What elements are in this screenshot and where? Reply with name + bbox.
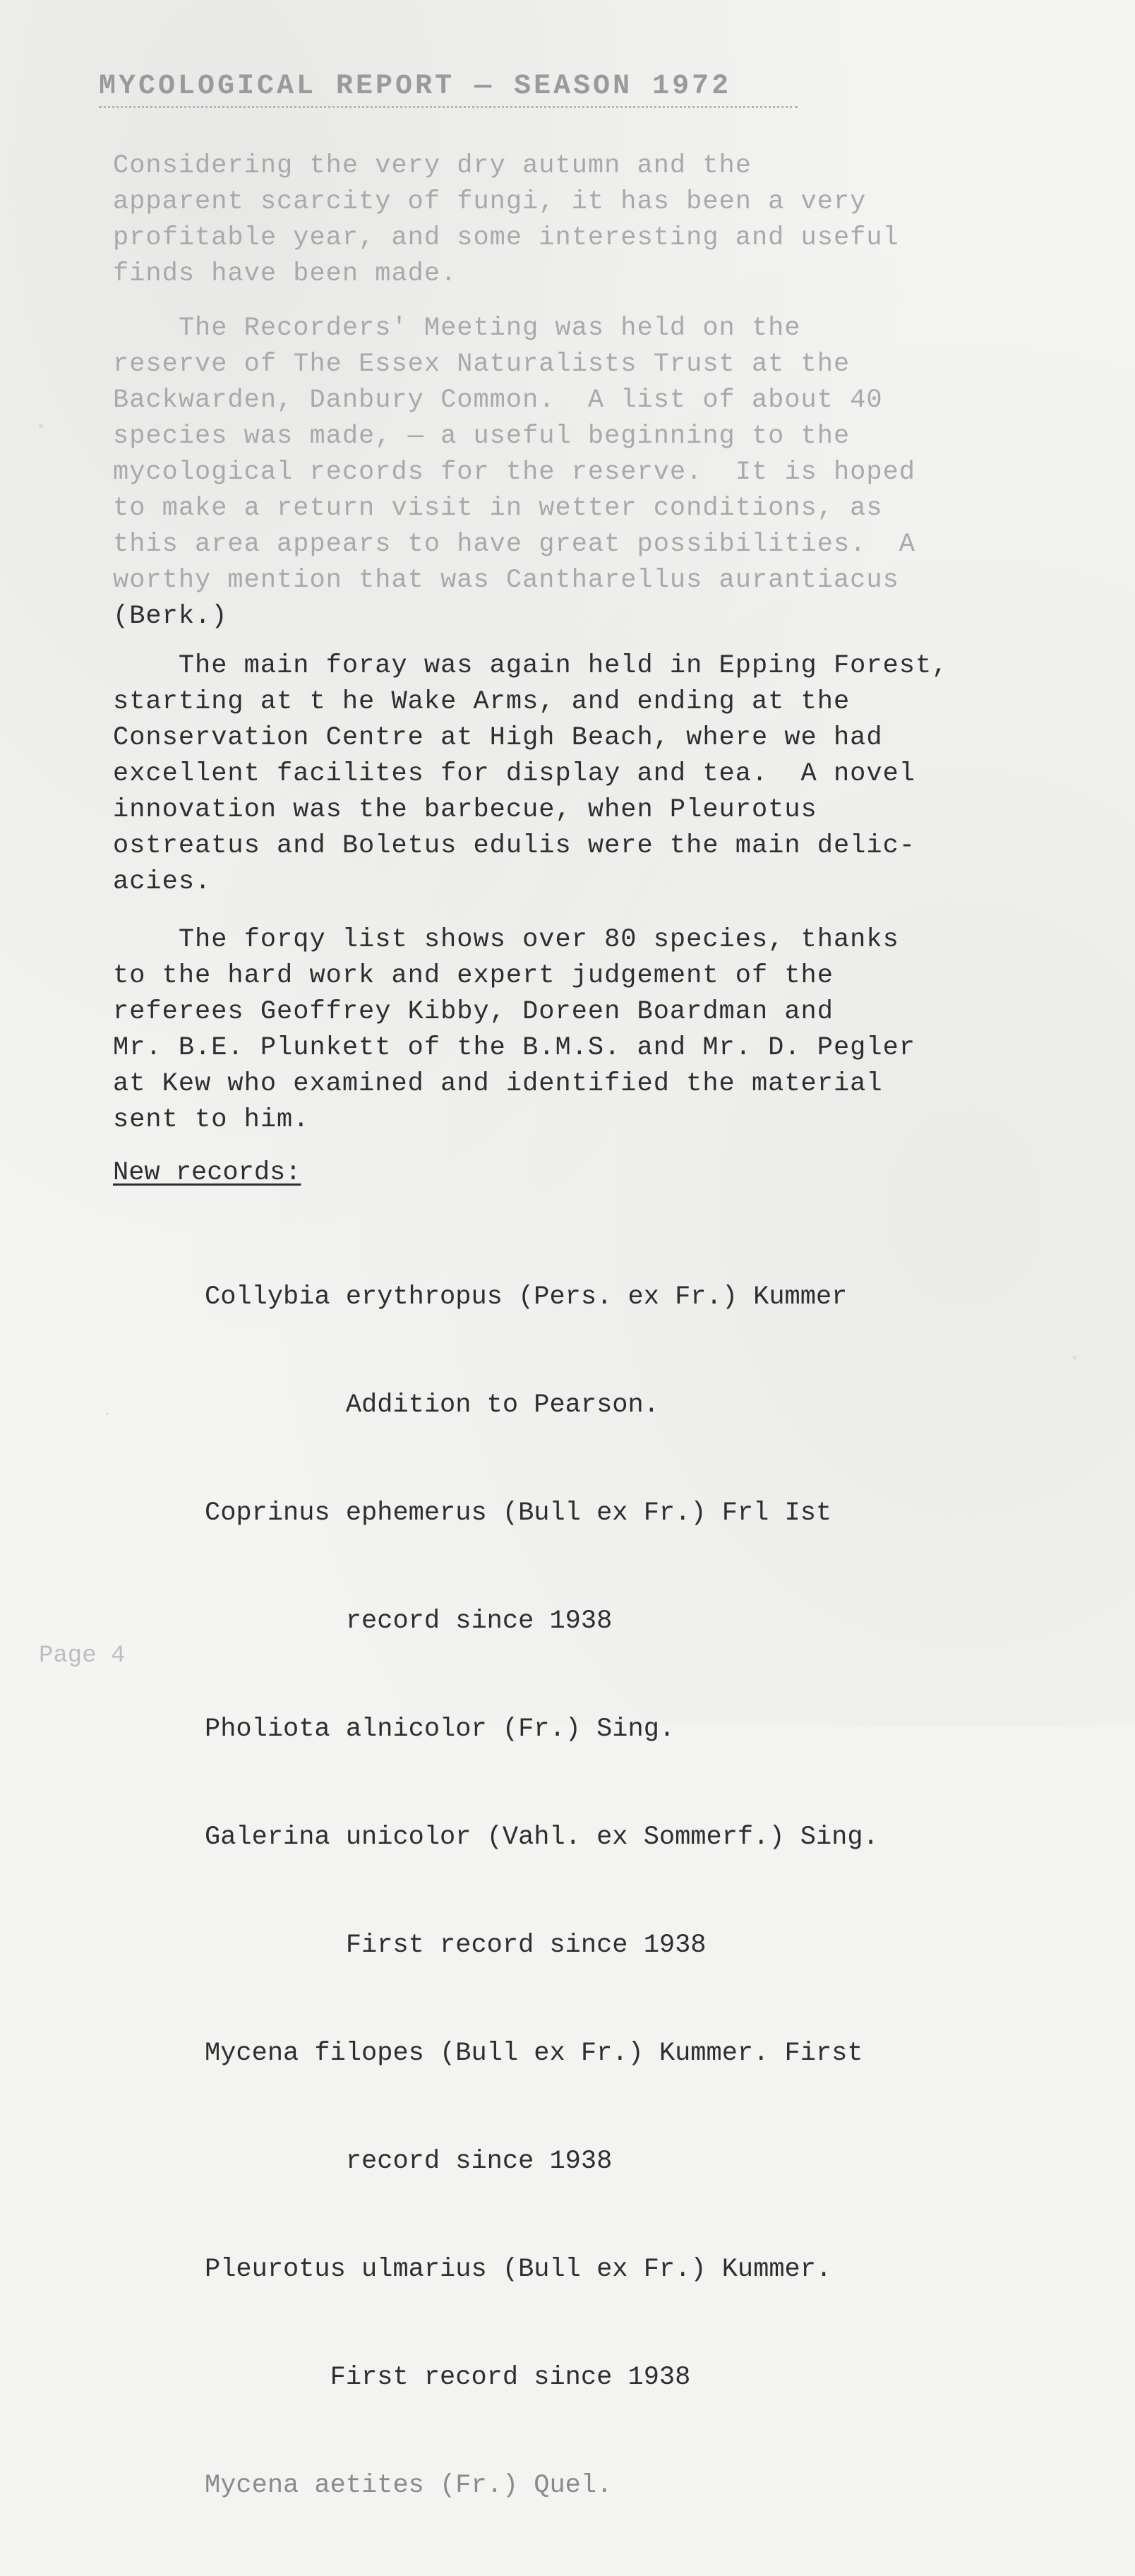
record-line: First record since 1938: [205, 1931, 707, 1960]
dust-speck: [1073, 1356, 1076, 1359]
paragraph-foray-list: The forqy list shows over 80 species, thanks to the hard work and expert judgement of the referees Geoffrey Kibby, Doreen Boardman and Mr. B.E. Plunkett of the B.M.S. and Mr. D. Pegler at Kew who examined and identified the material sent to him.: [113, 925, 915, 1135]
record-line: Mycena aetites (Fr.) Quel.: [205, 2471, 613, 2500]
paragraph-recorders-meeting: The Recorders' Meeting was held on the reserve of The Essex Naturalists Trust at the Backwarden, Danbury Common. A list of about 40 species was made, — a useful beginning to the mycological records for the reserve. It is hoped to make a return visit in wetter conditions, as this area appears to have great possibilities. A worthy mention that was Cantharellus aurantiacus: [113, 314, 915, 595]
new-records-heading: New records:: [113, 1158, 301, 1188]
new-records-list: [205, 1208, 879, 2576]
record-line: record since 1938: [205, 2147, 613, 2176]
record-line: Mycena filopes (Bull ex Fr.) Kummer. First: [205, 2039, 863, 2068]
dust-speck: [106, 1412, 109, 1415]
paragraph-recorders-meeting-tail: (Berk.): [113, 602, 228, 631]
page-number: Page 4: [39, 1642, 126, 1669]
title-underline: [99, 106, 798, 108]
record-line: record since 1938: [205, 1606, 613, 1636]
record-line: First record since 1938: [205, 2363, 691, 2392]
paragraph-intro: Considering the very dry autumn and the apparent scarcity of fungi, it has been a very profitable year, and some interesting and useful finds have been made.: [113, 151, 899, 289]
record-line: Coprinus ephemerus (Bull ex Fr.) Frl Ist: [205, 1498, 832, 1528]
record-line: Pleurotus ulmarius (Bull ex Fr.) Kummer.: [205, 2255, 832, 2284]
paragraph-main-foray: The main foray was again held in Epping Forest, starting at t he Wake Arms, and ending at the Conservation Centre at High Beach, where we had excellent facilites for display and tea. A novel innovation was the barbecue, when Pleurotus ostreatus and Boletus edulis were the main delic- acies.: [113, 651, 949, 897]
record-line: Collybia erythropus (Pers. ex Fr.) Kummer: [205, 1282, 848, 1312]
record-line: Galerina unicolor (Vahl. ex Sommerf.) Sing.: [205, 1823, 879, 1852]
dust-speck: [39, 424, 43, 428]
record-line: Addition to Pearson.: [205, 1390, 659, 1420]
report-title: MYCOLOGICAL REPORT — SEASON 1972: [99, 71, 732, 102]
record-line: Pholiota alnicolor (Fr.) Sing.: [205, 1715, 675, 1744]
